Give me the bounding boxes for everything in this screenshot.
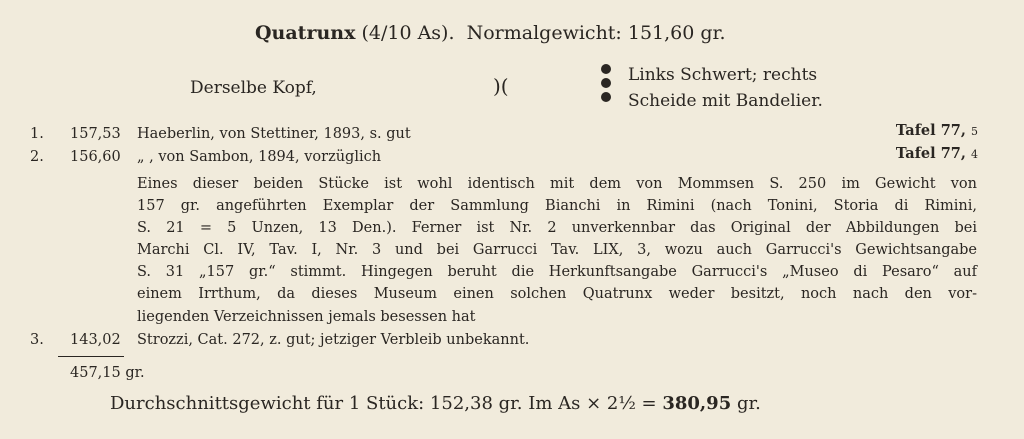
- note-line: Marchi Cl. IV, Tav. I, Nr. 3 und bei Garrucci Tav. LIX, 3, wozu auch Garrucci's Gewichtsangabe: [137, 242, 977, 259]
- average-weight-summary: [110, 393, 761, 414]
- entry-weight: 156,60: [70, 149, 121, 165]
- sum-rule: [58, 356, 124, 357]
- plate-subnumber: 4: [971, 148, 978, 161]
- entry-weight: 143,02: [70, 332, 121, 348]
- reverse-line-2: Scheide mit Bandelier.: [628, 91, 823, 111]
- note-line: 157 gr. angeführten Exemplar der Sammlung Bianchi in Rimini (nach Tonini, Storia di Rimini,: [137, 198, 977, 215]
- summary-text: Durchschnittsgewicht für 1 Stück: 152,38 gr. Im As × 2½ =: [110, 393, 657, 414]
- entry-description: Strozzi, Cat. 272, z. gut; jetziger Verbleib unbekannt.: [137, 332, 530, 348]
- entry-number: 3.: [30, 332, 44, 348]
- plate-label: Tafel 77,: [895, 122, 966, 139]
- normal-weight: Normalgewicht: 151,60 gr.: [466, 22, 726, 44]
- coin-name: Quatrunx: [255, 22, 356, 44]
- entry-description: „ , von Sambon, 1894, vorzüglich: [137, 149, 382, 165]
- reverse-line-1: Links Schwert; rechts: [628, 65, 818, 85]
- plate-label: Tafel 77,: [895, 145, 966, 162]
- plate-subnumber: 5: [971, 125, 978, 138]
- obverse-reverse-separator: )(: [493, 74, 509, 98]
- page-title: [255, 22, 726, 44]
- entry-weight: 157,53: [70, 126, 121, 142]
- reverse-description: [628, 62, 823, 114]
- entry-number: 1.: [30, 126, 44, 142]
- note-line: Eines dieser beiden Stücke ist wohl identisch mit dem von Mommsen S. 250 im Gewicht von: [137, 176, 977, 192]
- note-line: S. 31 „157 gr.“ stimmt. Hingegen beruht die Herkunftsangabe Garrucci's „Museo di Pesaro“ auf: [137, 264, 977, 281]
- note-line: einem Irrthum, da dieses Museum einen solchen Quatrunx weder besitzt, noch nach den vor-: [137, 286, 977, 303]
- plate-reference: [896, 122, 978, 139]
- total-weight: 457,15 gr.: [70, 365, 145, 381]
- note-paragraph: [137, 173, 977, 328]
- summary-unit: gr.: [736, 393, 761, 414]
- summary-value: 380,95: [662, 393, 732, 414]
- note-line: liegenden Verzeichnissen jemals besessen hat: [137, 308, 476, 325]
- obverse-description: Derselbe Kopf,: [190, 78, 317, 98]
- entry-description: Haeberlin, von Stettiner, 1893, s. gut: [137, 126, 411, 142]
- note-line: S. 21 = 5 Unzen, 13 Den.). Ferner ist Nr. 2 unverkennbar das Original der Abbildungen bei: [137, 220, 977, 237]
- entry-number: 2.: [30, 149, 44, 165]
- coin-fraction: (4/10 As).: [361, 22, 455, 44]
- plate-reference: [896, 145, 978, 162]
- reverse-mark-icon: [601, 64, 613, 106]
